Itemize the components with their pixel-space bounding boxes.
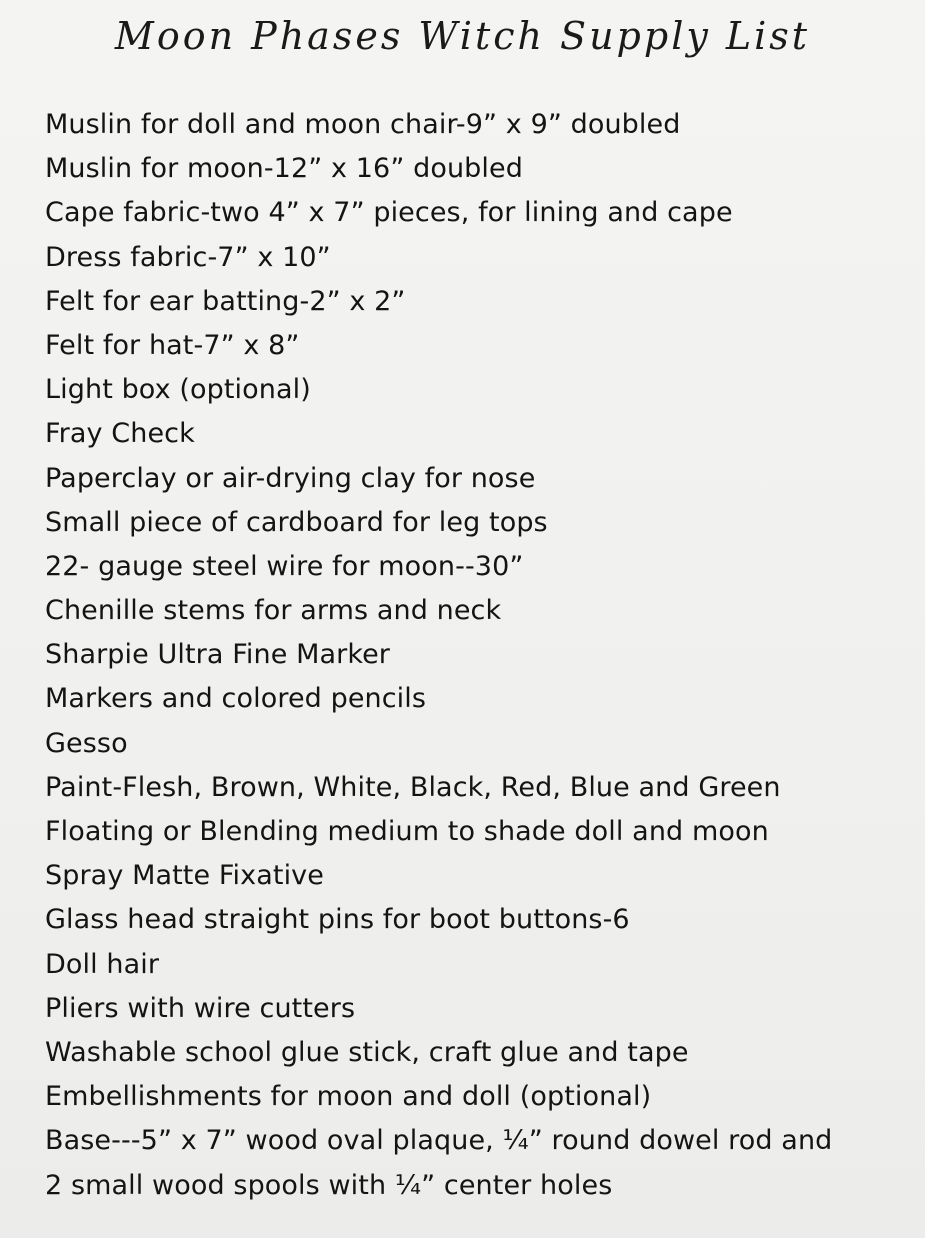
supply-list <box>45 103 832 1208</box>
list-item: Markers and colored pencils <box>45 683 427 715</box>
list-item: Paperclay or air-drying clay for nose <box>45 462 536 494</box>
list-item: Felt for hat-7” x 8” <box>45 329 300 361</box>
list-item: Chenille stems for arms and neck <box>45 595 502 627</box>
list-item: Fray Check <box>45 418 195 450</box>
list-item: Floating or Blending medium to shade doll and moon <box>45 816 769 847</box>
list-item: Dress fabric-7” x 10” <box>45 241 331 273</box>
list-item: Washable school glue stick, craft glue and tape <box>45 1036 689 1068</box>
list-item: Muslin for moon-12” x 16” doubled <box>45 153 523 185</box>
list-item: Spray Matte Fixative <box>45 860 324 892</box>
list-item: Pliers with wire cutters <box>45 992 356 1024</box>
list-item: Embellishments for moon and doll (optional) <box>45 1081 652 1113</box>
list-item: Felt for ear batting-2” x 2” <box>45 285 406 317</box>
list-item: Cape fabric-two 4” x 7” pieces, for lining and cape <box>45 197 733 229</box>
list-item: Glass head straight pins for boot buttons-6 <box>45 904 630 936</box>
list-item: Sharpie Ultra Fine Marker <box>45 639 391 671</box>
list-item: Paint-Flesh, Brown, White, Black, Red, Blue and Green <box>45 771 781 803</box>
list-item: Gesso <box>45 727 128 759</box>
document-title: Moon Phases Witch Supply List <box>114 14 811 58</box>
list-item: Small piece of cardboard for leg tops <box>45 506 548 538</box>
list-item: Base---5” x 7” wood oval plaque, ¼” round dowel rod and <box>45 1125 833 1157</box>
list-item: Light box (optional) <box>45 374 311 406</box>
list-item: 22- gauge steel wire for moon--30” <box>45 550 524 582</box>
list-item: Muslin for doll and moon chair-9” x 9” doubled <box>45 109 681 140</box>
list-item: Doll hair <box>45 948 160 980</box>
list-item: 2 small wood spools with ¼” center holes <box>45 1169 613 1201</box>
